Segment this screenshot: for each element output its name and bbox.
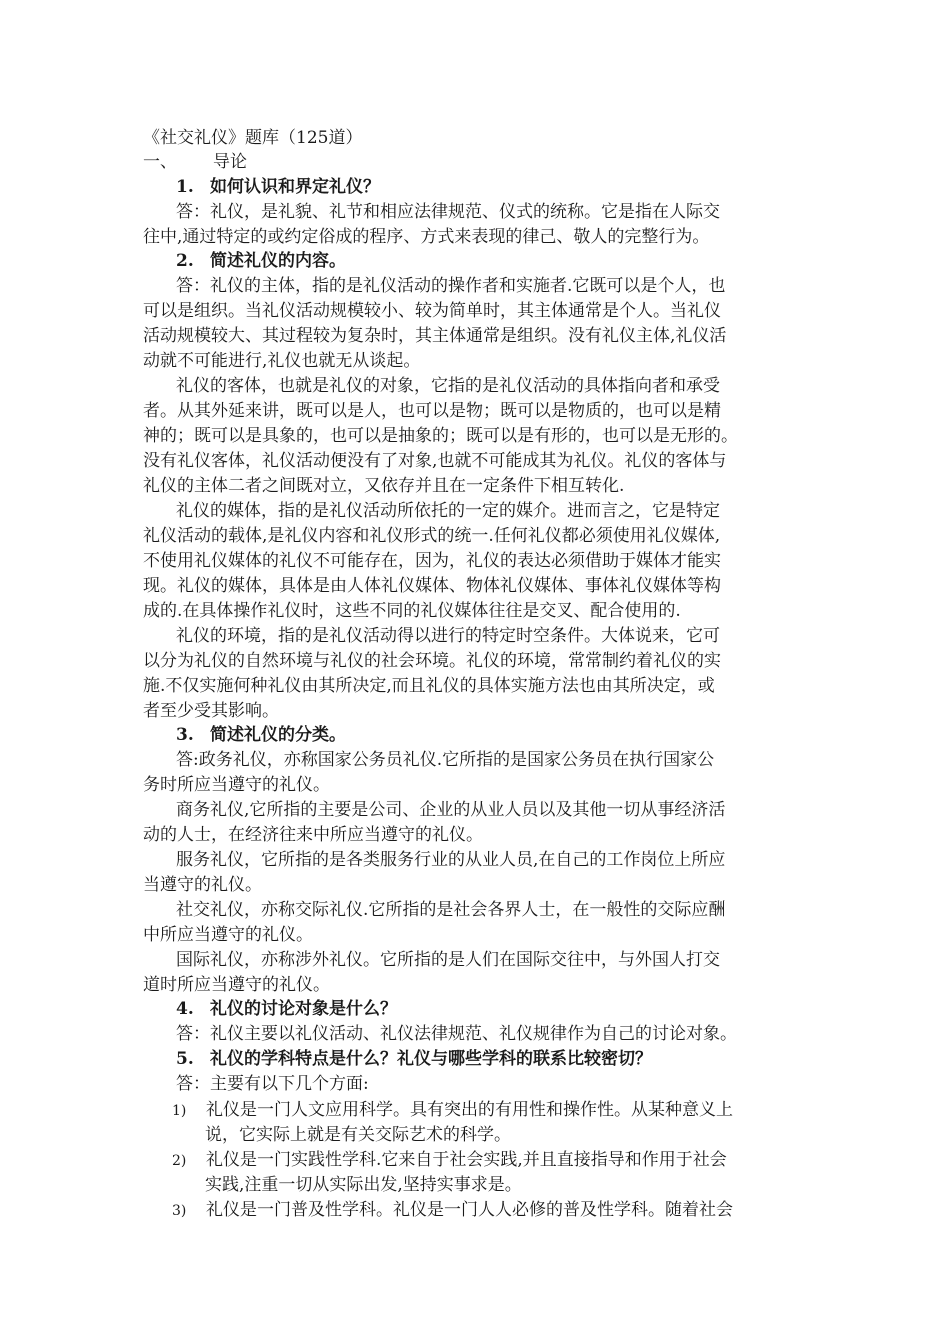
paragraph-line: 以分为礼仪的自然环境与礼仪的社会环境。礼仪的环境，常常制约着礼仪的实 xyxy=(143,651,721,671)
paragraph-line: 答：主要有以下几个方面: xyxy=(176,1074,369,1094)
question-heading xyxy=(176,175,380,199)
paragraph-line: 成的.在具体操作礼仪时，这些不同的礼仪媒体往往是交叉、配合使用的. xyxy=(143,601,681,621)
paragraph-line: 神的；既可以是具象的，也可以是抽象的；既可以是有形的，也可以是无形的。 xyxy=(143,426,738,446)
section-heading xyxy=(143,150,247,174)
list-item-number: 3) xyxy=(172,1203,187,1219)
paragraph-line: 可以是组织。当礼仪活动规模较小、较为简单时，其主体通常是个人。当礼仪 xyxy=(143,301,721,321)
paragraph-line: 社交礼仪，亦称交际礼仪.它所指的是社会各界人士，在一般性的交际应酬 xyxy=(176,900,726,920)
paragraph-line: 答：礼仪，是礼貌、礼节和相应法律规范、仪式的统称。它是指在人际交 xyxy=(176,202,720,222)
list-item xyxy=(172,1148,727,1173)
list-item-continuation: 实践,注重一切从实际出发,坚持实事求是。 xyxy=(205,1175,522,1195)
paragraph-line: 国际礼仪，亦称涉外礼仪。它所指的是人们在国际交往中，与外国人打交 xyxy=(176,950,720,970)
list-item-text: 礼仪是一门普及性学科。礼仪是一门人人必修的普及性学科。随着社会 xyxy=(206,1200,733,1220)
paragraph-line: 答:政务礼仪，亦称国家公务员礼仪.它所指的是国家公务员在执行国家公 xyxy=(176,750,715,770)
question-text: 如何认识和界定礼仪？ xyxy=(210,177,380,197)
paragraph-line: 礼仪活动的载体,是礼仪内容和礼仪形式的统一.任何礼仪都必须使用礼仪媒体, xyxy=(143,526,721,546)
paragraph-line: 商务礼仪,它所指的主要是公司、企业的从业人员以及其他一切从事经济活 xyxy=(176,800,726,820)
paragraph-line: 者。从其外延来讲，既可以是人，也可以是物；既可以是物质的，也可以是精 xyxy=(143,401,721,421)
list-item xyxy=(172,1098,733,1123)
paragraph-line: 不使用礼仪媒体的礼仪不可能存在，因为，礼仪的表达必须借助于媒体才能实 xyxy=(143,551,721,571)
list-item-text: 礼仪是一门实践性学科.它来自于社会实践,并且直接指导和作用于社会 xyxy=(206,1150,727,1170)
list-item-number: 1) xyxy=(172,1103,187,1119)
paragraph-line: 活动规模较大、其过程较为复杂时，其主体通常是组织。没有礼仪主体,礼仪活 xyxy=(143,326,727,346)
paragraph-line: 中所应当遵守的礼仪。 xyxy=(143,925,313,945)
question-number: 3. xyxy=(176,725,194,745)
section-title: 导论 xyxy=(213,152,247,172)
paragraph-line: 动的人士，在经济往来中所应当遵守的礼仪。 xyxy=(143,825,483,845)
paragraph-line: 答：礼仪的主体，指的是礼仪活动的操作者和实施者.它既可以是个人，也 xyxy=(176,276,726,296)
question-heading xyxy=(176,1047,652,1071)
question-heading xyxy=(176,249,346,273)
paragraph-line: 道时所应当遵守的礼仪。 xyxy=(143,975,330,995)
question-text: 简述礼仪的内容。 xyxy=(210,251,346,271)
paragraph-line: 施.不仅实施何种礼仪由其所决定,而且礼仪的具体实施方法也由其所决定，或 xyxy=(143,676,715,696)
section-number: 一、 xyxy=(143,152,177,172)
question-text: 礼仪的讨论对象是什么？ xyxy=(210,999,397,1019)
question-text: 礼仪的学科特点是什么？礼仪与哪些学科的联系比较密切？ xyxy=(210,1049,652,1069)
paragraph-line: 务时所应当遵守的礼仪。 xyxy=(143,775,330,795)
question-number: 1. xyxy=(176,177,194,197)
list-item xyxy=(172,1198,733,1223)
paragraph-line: 礼仪的媒体，指的是礼仪活动所依托的一定的媒介。进而言之，它是特定 xyxy=(176,501,720,521)
paragraph-line: 动就不可能进行,礼仪也就无从谈起。 xyxy=(143,351,421,371)
document-title: 《社交礼仪》题库（125道） xyxy=(143,128,363,148)
paragraph-line: 服务礼仪，它所指的是各类服务行业的从业人员,在自己的工作岗位上所应 xyxy=(176,850,726,870)
list-item-text: 礼仪是一门人文应用科学。具有突出的有用性和操作性。从某种意义上 xyxy=(206,1100,733,1120)
question-number: 4. xyxy=(176,999,194,1019)
paragraph-line: 答：礼仪主要以礼仪活动、礼仪法律规范、礼仪规律作为自己的讨论对象。 xyxy=(176,1024,737,1044)
paragraph-line: 礼仪的客体，也就是礼仪的对象，它指的是礼仪活动的具体指向者和承受 xyxy=(176,376,720,396)
question-text: 简述礼仪的分类。 xyxy=(210,725,346,745)
paragraph-line: 没有礼仪客体，礼仪活动便没有了对象,也就不可能成其为礼仪。礼仪的客体与 xyxy=(143,451,727,471)
list-item-number: 2) xyxy=(172,1153,187,1169)
question-number: 2. xyxy=(176,251,194,271)
question-heading xyxy=(176,997,397,1021)
paragraph-line: 礼仪的环境，指的是礼仪活动得以进行的特定时空条件。大体说来，它可 xyxy=(176,626,720,646)
paragraph-line: 礼仪的主体二者之间既对立，又依存并且在一定条件下相互转化. xyxy=(143,476,625,496)
question-heading xyxy=(176,723,346,747)
paragraph-line: 当遵守的礼仪。 xyxy=(143,875,262,895)
question-number: 5. xyxy=(176,1049,194,1069)
paragraph-line: 者至少受其影响。 xyxy=(143,701,279,721)
list-item-continuation: 说，它实际上就是有关交际艺术的科学。 xyxy=(205,1125,511,1145)
paragraph-line: 往中,通过特定的或约定俗成的程序、方式来表现的律己、敬人的完整行为。 xyxy=(143,227,710,247)
paragraph-line: 现。礼仪的媒体，具体是由人体礼仪媒体、物体礼仪媒体、事体礼仪媒体等构 xyxy=(143,576,721,596)
